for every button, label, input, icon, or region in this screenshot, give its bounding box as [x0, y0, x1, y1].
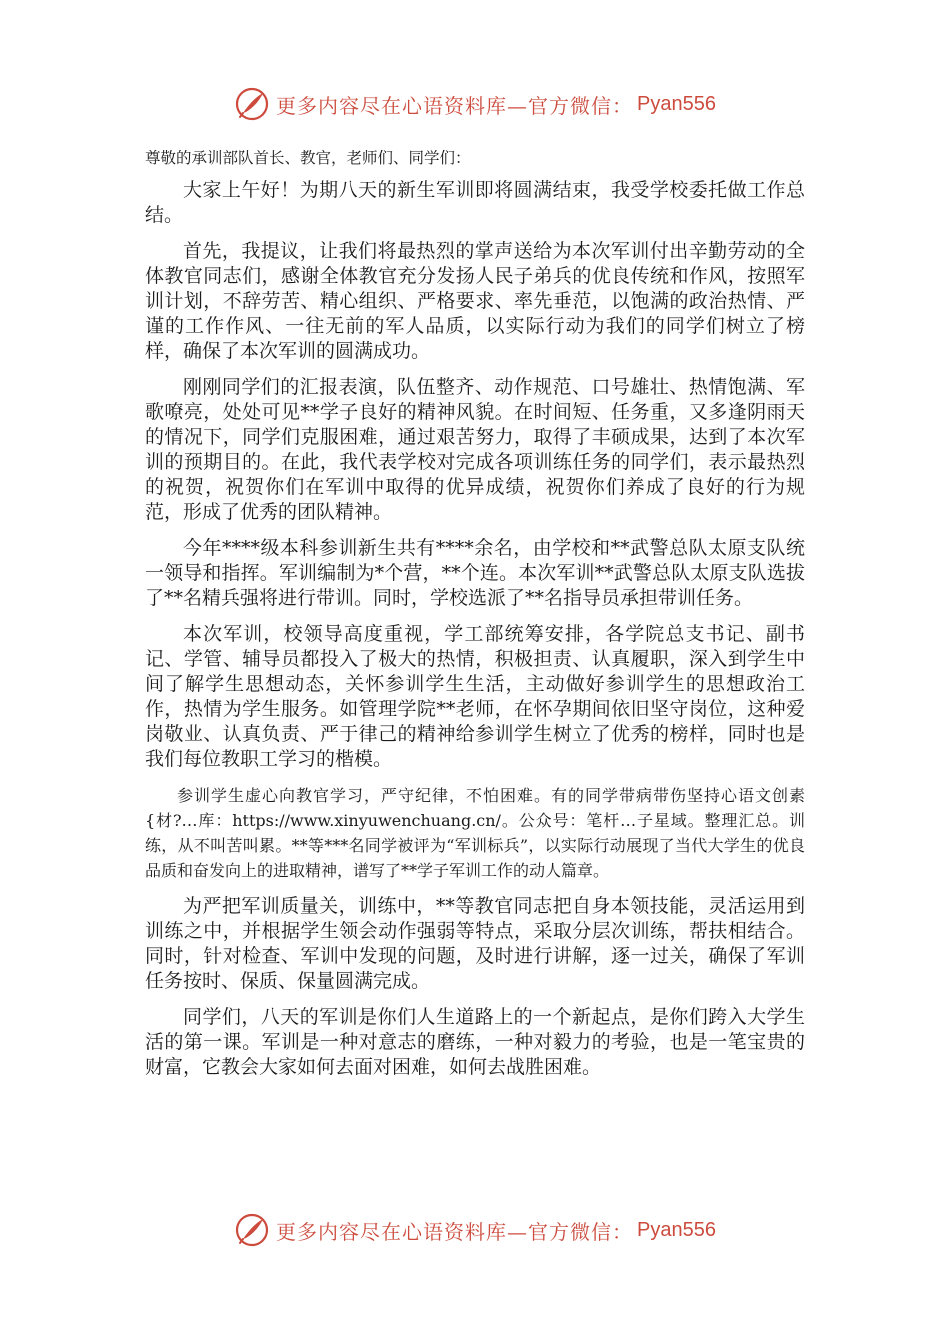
header-banner [0, 84, 950, 124]
paragraph: 为严把军训质量关，训练中，**等教官同志把自身本领技能，灵活运用到训练之中，并根据学生领会动作强弱等特点，采取分层次训练，帮扶相结合。同时，针对检查、军训中发现的问题，及时进行讲解，逐一过关，确保了军训任务按时、保质、保量圆满完成。 [145, 895, 805, 992]
paragraph: 本次军训，校领导高度重视，学工部统筹安排，各学院总支书记、副书记、学管、辅导员都投入了极大的热情，积极担责、认真履职，深入到学生中间了解学生思想动态，关怀参训学生生活，主动做好参训学生的思想政治工作，热情为学生服务。如管理学院**老师，在怀孕期间依旧坚守岗位，这种爱岗敬业、认真负责、严于律己的精神给参训学生树立了优秀的榜样，同时也是我们每位教职工学习的楷模。 [145, 623, 805, 770]
paragraph: 刚刚同学们的汇报表演，队伍整齐、动作规范、口号雄壮、热情饱满、军歌嘹亮，处处可见**学子良好的精神风貌。在时间短、任务重，又多逢阴雨天的情况下，同学们克服困难，通过艰苦努力，取得了丰硕成果，达到了本次军训的预期目的。在此，我代表学校对完成各项训练任务的同学们，表示最热烈的祝贺，祝贺你们在军训中取得的优异成绩，祝贺你们养成了良好的行为规范，形成了优秀的团队精神。 [145, 376, 805, 523]
paragraph: 首先，我提议，让我们将最热烈的掌声送给为本次军训付出辛勤劳动的全体教官同志们，感谢全体教官充分发扬人民子弟兵的优良传统和作风，按照军训计划，不辞劳苦、精心组织、严格要求、率先垂范，以饱满的政治热情、严谨的工作作风、一往无前的军人品质，以实际行动为我们的同学们树立了榜样，确保了本次军训的圆满成功。 [145, 240, 805, 362]
wechat-id: Pyan556 [637, 92, 716, 115]
quill-logo-icon [234, 1212, 270, 1248]
greeting: 尊敬的承训部队首长、教官，老师们、同学们： [145, 149, 471, 167]
document-body [145, 146, 805, 1091]
quill-logo-icon [234, 86, 270, 122]
paragraph: 同学们，八天的军训是你们人生道路上的一个新起点，是你们跨入大学生活的第一课。军训是一种对意志的磨练，一种对毅力的考验，也是一笔宝贵的财富，它教会大家如何去面对困难，如何去战胜困难。 [145, 1006, 805, 1078]
paragraph: 今年****级本科参训新生共有****余名，由学校和**武警总队太原支队统一领导和指挥。军训编制为*个营，**个连。本次军训**武警总队太原支队选拔了**名精兵强将进行带训。同时，学校选派了**名指导员承担带训任务。 [145, 537, 805, 609]
banner-text: 更多内容尽在心语资料库—官方微信： [276, 93, 634, 118]
footer-banner [0, 1210, 950, 1250]
wechat-id: Pyan556 [637, 1218, 716, 1241]
banner-text: 更多内容尽在心语资料库—官方微信： [276, 1219, 634, 1244]
paragraph: 参训学生虚心向教官学习，严守纪律，不怕困难。有的同学带病带伤坚持心语文创素{材?…库：https://www.xinyuwenchuang.cn/。公众号：笔杆…子星域。整理汇总。训练，从不叫苦叫累。**等***名同学被评为“军训标兵”，以实际行动展现了当代大学生的优良品质和奋发向上的进取精神，谱写了**学子军训工作的动人篇章。 [145, 786, 805, 880]
paragraph: 大家上午好！为期八天的新生军训即将圆满结束，我受学校委托做工作总结。 [145, 179, 805, 226]
